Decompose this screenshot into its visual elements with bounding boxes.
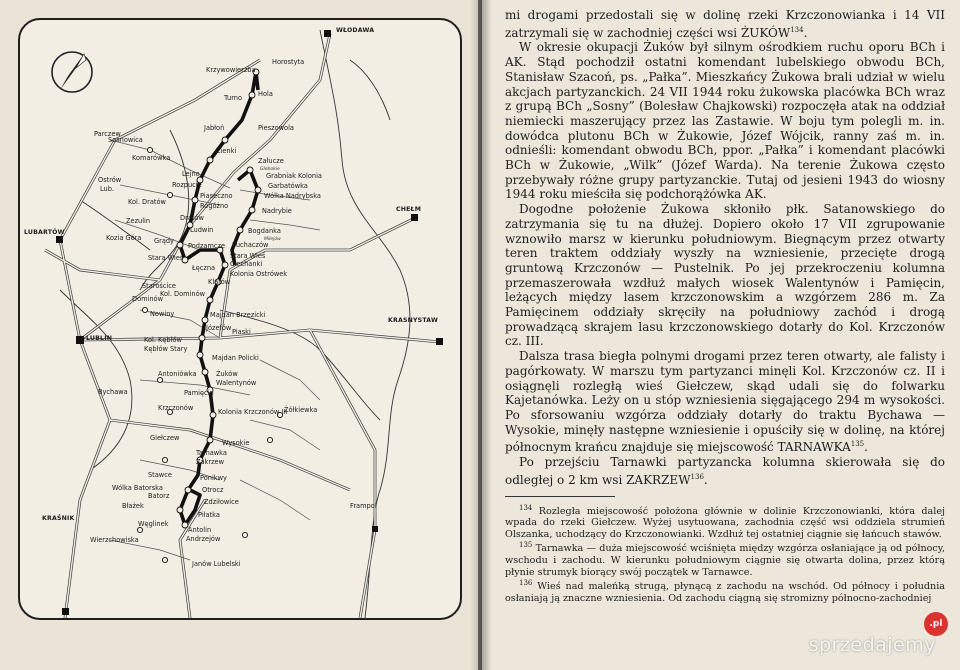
label-piaski: Piaski <box>232 328 251 336</box>
label-stara-wies-2: Stara Wieś <box>230 252 266 260</box>
label-pieszowola: Pieszowola <box>258 124 294 132</box>
label-krzywowierzba: Krzywowierzba <box>206 66 256 74</box>
label-glebokie: Glebokie <box>260 167 280 172</box>
label-wierzchowiska: Wierzchowiska <box>90 536 139 544</box>
label-wlodawa: WŁODAWA <box>336 27 375 34</box>
label-milejow: Milejów <box>264 237 281 242</box>
label-ludwin: Ludwin <box>190 226 214 234</box>
paragraph-3: Dogodne położenie Żukowa skłoniło płk. Satanowskiego do zatrzymania się tu na dłużej. Dopiero około 17 VII zgrupowanie wznowiło marsz w kierunku południowym. Biegnącym przez otwarty teren traktem oddziały wyszły na wzniesienie, przecięte drogą gruntową Krzczonów — Pustelnik. Po jej przekroczeniu kolumna przemaszerowała wzdłuż małych wiosek Walentynów i Pamięcin, leżących między lasem krzczonowskim a wzgórzem 286 m. Za Pamięcinem oddziały skręciły na południowy zachód i drogą prowadzącą skrajem lasu krzczonowskiego dotarły do Kol. Krzczonów cz. III. <box>505 202 945 349</box>
label-weglinek: Węglinek <box>138 520 169 528</box>
label-tarnawka: Tarnawka <box>196 449 227 457</box>
paragraph-2: W okresie okupacji Żuków był silnym ośrodkiem ruchu oporu BCh i AK. Stąd pochodził ostatni komendant lubelskiego obwodu BCh, Stanisław Szacoń, ps. „Pałka”. Mieszkańcy Żukowa brali udział w wielu akcjach partyzanckich. 24 VII 1944 roku żukowska placówka BCh wraz z grupą BCh „Sosny” (Bolesław Chajkowski) rozpoczęła atak na oddział niemiecki maszerujący przez las Zastawie. W boju tym polegli m. in. dowódca plutonu BCh w Żukowie, Józef Wójcik, ranny zaś m. in. odnieśli: komendant obwodu BCh, ppor. „Pałka” i komendant placówki BCh w Żukowie, „Wilk” (Józef Warda). Na terenie Żukowa często przebywały różne grupy partyzanckie. Tutaj od jesieni 1943 do wiosny 1944 roku mieściła się podchorążówka AK. <box>505 40 945 202</box>
label-grady: Grądy <box>154 237 174 245</box>
label-stawce: Stawce <box>148 471 172 479</box>
route-map <box>18 18 462 620</box>
map-svg <box>20 20 460 618</box>
label-walentynow: Walentynów <box>216 379 257 387</box>
label-wolka-nadrybska: Wólka Nadrybska <box>264 192 321 200</box>
label-puchaczow: Puchaczów <box>232 241 269 249</box>
label-sosnowica: Sosnowica <box>108 136 143 144</box>
footnote-135: $^{135}$ Tarnawka — duża miejscowość wciśnięta między wzgórza osłaniające ją od północy, wschodu i zachodu. W kierunku południowym ciągnie się otwarta dolina, przez którą płynie strumyk biorący swój początek w Tarnawce. <box>505 541 945 578</box>
label-starosciec: Starościce <box>142 282 176 290</box>
label-stara-wies: Stara Wieś <box>148 254 184 262</box>
label-podzamcze: Podzamcze <box>188 242 226 250</box>
label-bogdanka: Bogdanka <box>248 227 281 235</box>
label-piotrkow: Piłatka <box>198 511 220 519</box>
label-parczew: Parczew <box>94 130 121 138</box>
label-gielczew: Giełczew <box>150 434 180 442</box>
label-lub: Lub. <box>100 185 115 193</box>
label-frampol: Frampol <box>350 502 377 510</box>
paragraph-4: Dalsza trasa biegła polnymi drogami przez teren otwarty, ale falisty i pagórkowaty. W marszu tym partyzanci minęli Kol. Krzczonów cz. II i osiągnęli rozległą wieś Giełczew, skąd udali się do folwarku Kajetanówka. Leży on u stóp wzniesienia sięgającego 294 m wysokości. Po sforsowaniu wzgórza oddziały dotarły do traktu Bychawa — Wysokie, minęły następne wzniesienie i opuściły się w dolinę, na której północnym krańcu znajduje się miejscowość TARNAWKA$^{135}$. <box>505 349 945 455</box>
label-bychawa: Bychawa <box>98 388 128 396</box>
label-janow: Janów Lubelski <box>192 560 241 568</box>
label-garbatowka: Garbatówka <box>268 182 308 190</box>
label-batorz: Batorz <box>148 492 170 500</box>
label-majdan-brzezicki: Majdan Brzezicki <box>210 311 266 319</box>
label-ciechanki: Ciechanki <box>230 260 263 268</box>
label-pamiecin: Pamięcin <box>184 389 214 397</box>
label-turno: Turno <box>224 94 243 102</box>
label-zukow: Żuków <box>216 370 238 378</box>
body-text <box>505 8 945 605</box>
label-lubartow: LUBARTÓW <box>24 229 65 236</box>
label-dominow: Dominów <box>132 295 163 303</box>
watermark-badge: .pl <box>924 612 948 636</box>
label-krasnik: KRAŚNIK <box>42 515 75 522</box>
label-kol-dratow: Kol. Dratów <box>128 198 166 206</box>
label-rogozno: Rogóżno <box>200 202 229 210</box>
label-lejno: Lejno <box>182 170 200 178</box>
label-kebtow-stary: Kębłów Stary <box>144 345 188 353</box>
label-jozefow: Józefów <box>206 324 232 332</box>
label-kol-dominow: Kol. Dominów <box>160 290 206 298</box>
label-nadrybie: Nadrybie <box>262 207 292 215</box>
label-kol-kebtow: Kol. Kębłów <box>144 336 182 344</box>
label-krasnystaw: KRASNYSTAW <box>388 317 438 324</box>
book-gutter <box>470 0 492 670</box>
label-zakrzew: Zakrzew <box>196 458 224 466</box>
label-dratow: Dratów <box>180 214 204 222</box>
label-zezulin: Zezulin <box>126 217 151 225</box>
label-brzeziny: Błażek <box>122 502 144 510</box>
footnote-136: $^{136}$ Wieś nad maleńką strugą, płynącą z zachodu na wschód. Od północy i południa osłaniają ją znaczne wzniesienia. Od zachodu ciągną się stromizny północno-zachodniej <box>505 579 945 605</box>
label-zdzilowice: Zdziłowice <box>204 498 239 506</box>
footnote-rule <box>505 496 615 497</box>
label-antolin: Antolin <box>188 526 212 534</box>
label-majdan-policki: Majdan Policki <box>212 354 259 362</box>
label-zolkiewka: Żółkiewka <box>284 406 318 414</box>
watermark: sprzedajemy <box>808 634 936 656</box>
paragraph-5: Po przejściu Tarnawki partyzancka kolumna skierowała się do odległej o 2 km wsi ZAKRZEW$^{136}$. <box>505 455 945 487</box>
compass-icon <box>52 52 92 92</box>
label-zienki: Zienki <box>216 147 237 155</box>
label-kolonia-ostrowek: Kolonia Ostrówek <box>230 270 288 278</box>
label-rozpucie: Rozpucie <box>172 181 202 189</box>
label-wysokie: Wysokie <box>222 439 250 447</box>
label-krzczonow: Krzczonów <box>158 404 194 412</box>
town-markers <box>56 30 443 615</box>
label-piaseczno: Piaseczno <box>200 192 233 200</box>
label-horostyta: Horostyta <box>272 58 305 66</box>
label-andrzejow: Andrzejów <box>186 535 221 543</box>
label-zalucze: Załucze <box>258 157 284 165</box>
label-leczna: Łęczna <box>192 264 216 272</box>
label-jablon: Jabłoń <box>204 124 225 132</box>
label-ostrow: Ostrów <box>98 176 122 184</box>
label-kolonia-krzczonow: Kolonia Krzczonów III <box>218 408 288 416</box>
label-chelm: CHEŁM <box>396 206 422 213</box>
label-grabniak-kolonia: Grabniak Kolonia <box>266 172 322 180</box>
label-komarowka: Komarówka <box>132 154 171 162</box>
label-antoniowka: Antoniówka <box>158 370 197 378</box>
label-lublin: LUBLIN <box>86 335 113 342</box>
label-nowiny: Nowiny <box>150 310 175 318</box>
label-kozia-gora: Kozia Góra <box>106 234 142 242</box>
label-ponikwy: Ponikwy <box>200 474 227 482</box>
label-hola: Hola <box>258 90 273 98</box>
paragraph-1: mi drogami przedostali się w dolinę rzeki Krzczonowianka i 14 VII zatrzymali się w zachodniej części wsi ŻUKÓW$^{134}$. <box>505 8 945 40</box>
rivers <box>60 30 410 618</box>
label-klarow: Klarów <box>208 278 231 286</box>
footnote-134: $^{134}$ Rozległa miejscowość położona głównie w dolinie Krzczonowianki, która dalej wpada do rzeki Giełczew. Wyżej usytuowana, zachodnia część wsi oddziela strumień Olszanka, uchodzący do Krzczonowianki. Wzdłuż tej ostatniej ciągnie się łańcuch stawów. <box>505 503 945 540</box>
label-wolka-batorska: Wólka Batorska <box>112 484 163 492</box>
left-page <box>0 0 478 670</box>
label-otrocz: Otrocz <box>202 486 224 494</box>
